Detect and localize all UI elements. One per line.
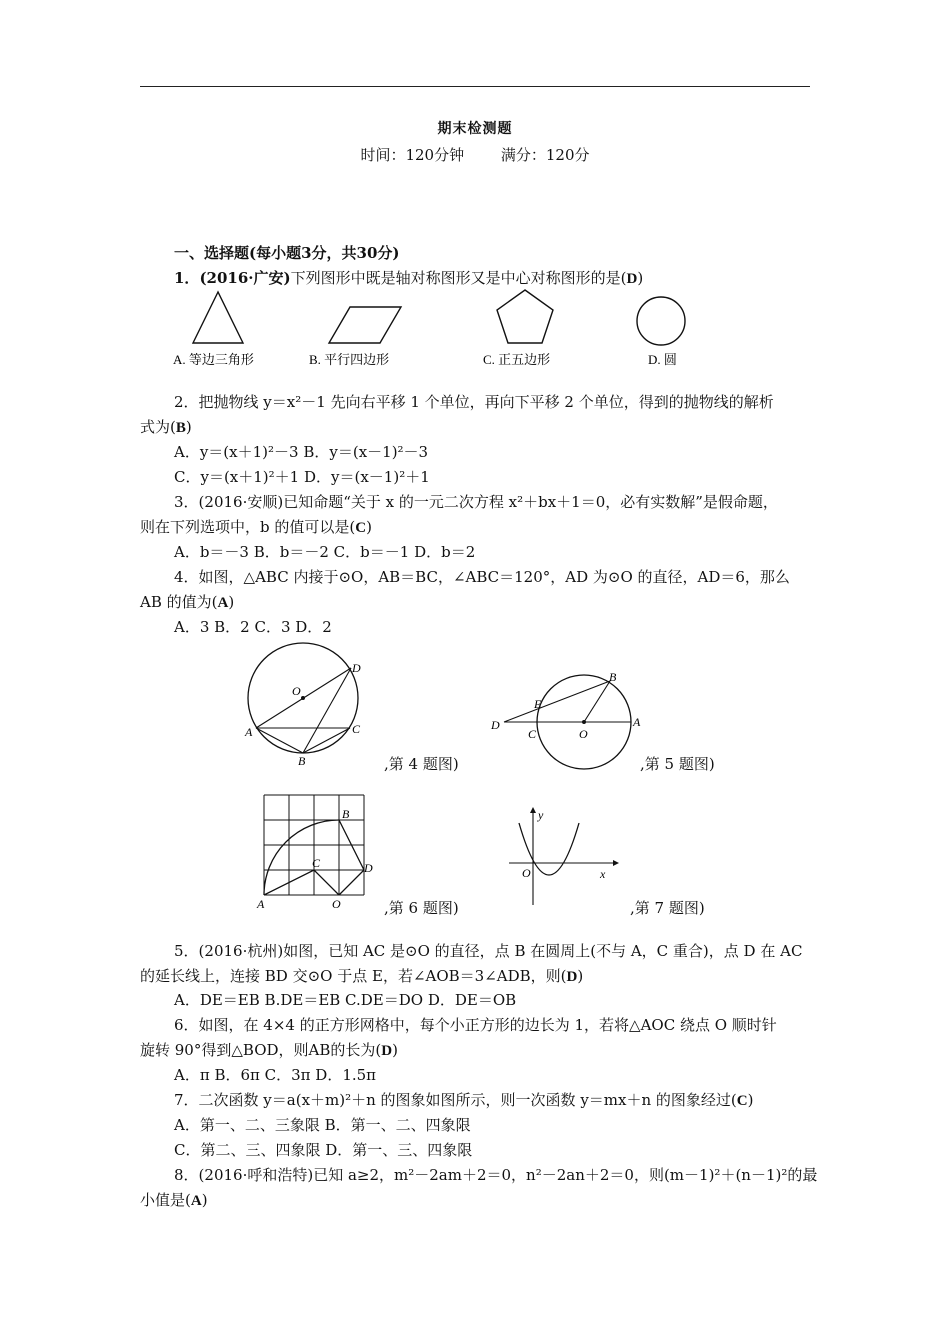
figure-6-grid-rotation [254, 790, 378, 910]
exam-time: 时间：120分钟 [360, 146, 465, 164]
question-7-options-cd: C．第二、三、四象限 D．第一、三、四象限 [174, 1141, 473, 1159]
question-5-line2: 的延长线上，连接 BD 交⊙O 于点 E，若∠AOB＝3∠ADB，则(D) [140, 967, 584, 985]
q1-shapes-figure [170, 288, 730, 376]
svg-text:O: O [332, 897, 341, 910]
svg-text:C: C [528, 727, 537, 741]
figure-7-caption: ,第 7 题图) [630, 899, 705, 917]
page-title: 期末检测题 [437, 121, 513, 137]
figure-4-circle-triangle [238, 640, 368, 768]
svg-text:x: x [600, 867, 606, 881]
figure-5-circle-secant [488, 670, 648, 774]
svg-text:A: A [257, 897, 265, 910]
question-8-line2: 小值是(A) [140, 1191, 208, 1209]
question-8-line1: 8．(2016·呼和浩特)已知 a≥2，m²－2am＋2＝0，n²－2an＋2＝0，则(m－1)²＋(n－1)²的最 [174, 1166, 818, 1184]
svg-text:O: O [522, 866, 531, 880]
question-1: 1．(2016·广安)下列图形中既是轴对称图形又是中心对称图形的是(D) [174, 269, 644, 287]
question-2-line1: 2．把抛物线 y＝x²－1 先向右平移 1 个单位，再向下平移 2 个单位，得到的抛物线的解析 [174, 393, 774, 411]
svg-text:A: A [633, 715, 641, 729]
question-3-line1: 3．(2016·安顺)已知命题“关于 x 的一元二次方程 x²＋bx＋1＝0，必有实数解”是假命题， [174, 493, 778, 511]
regular-pentagon [497, 290, 553, 343]
svg-text:B: B [342, 807, 350, 821]
question-5-line1: 5．(2016·杭州)如图，已知 AC 是⊙O 的直径，点 B 在圆周上(不与 A，C 重合)，点 D 在 AC [174, 942, 803, 960]
figure-7-parabola [505, 805, 620, 910]
choice-d-label: D. 圆 [648, 352, 677, 367]
exam-info [0, 144, 950, 165]
answer-3: C [355, 520, 367, 536]
answer-8: A [190, 1193, 202, 1209]
svg-text:y: y [538, 808, 544, 822]
svg-text:B: B [609, 670, 617, 684]
question-7-options-ab: A．第一、二、三象限 B．第一、二、四象限 [174, 1116, 471, 1134]
question-2-line2: 式为(B) [140, 418, 192, 436]
svg-text:O: O [579, 727, 588, 741]
answer-6: D [381, 1043, 393, 1059]
question-2-options-ab: A．y＝(x＋1)²－3 B．y＝(x－1)²－3 [174, 443, 429, 461]
svg-text:E: E [534, 697, 542, 711]
question-4-line2: AB 的值为(A) [140, 593, 235, 611]
answer-5: D [566, 969, 578, 985]
question-7-line1: 7．二次函数 y＝a(x＋m)²＋n 的图象如图所示，则一次函数 y＝mx＋n 的图象经过(C) [174, 1091, 754, 1109]
equilateral-triangle [193, 292, 243, 343]
svg-text:B: B [298, 754, 306, 768]
question-3-options: A．b＝－3 B．b＝－2 C．b＝－1 D．b＝2 [174, 543, 476, 561]
svg-text:D: D [364, 861, 373, 875]
choice-a-label: A. 等边三角形 [173, 352, 254, 367]
choice-b-label: B. 平行四边形 [309, 352, 390, 367]
question-2-options-cd: C．y＝(x＋1)²＋1 D．y＝(x－1)²＋1 [174, 468, 430, 486]
section-heading: 一、选择题(每小题3分，共30分) [174, 244, 400, 262]
header-rule [140, 86, 810, 87]
figure-4-caption: ,第 4 题图) [384, 755, 459, 773]
question-6-line1: 6．如图，在 4×4 的正方形网格中，每个小正方形的边长为 1，若将△AOC 绕点 O 顺时针 [174, 1016, 777, 1034]
figure-6-caption: ,第 6 题图) [384, 899, 459, 917]
question-6-options: A．π B．6π C．3π D．1.5π [174, 1066, 377, 1084]
exam-score: 满分：120分 [500, 146, 590, 164]
svg-text:D: D [491, 718, 500, 732]
svg-text:C: C [352, 722, 361, 736]
question-4-line1: 4．如图，△ABC 内接于⊙O，AB＝BC，∠ABC＝120°，AD 为⊙O 的直径，AD＝6，那么 [174, 568, 790, 586]
answer-4: A [217, 595, 229, 611]
question-5-options: A．DE＝EB B.DE＝EB C.DE＝DO D．DE＝OB [174, 991, 517, 1009]
svg-text:O: O [292, 684, 301, 698]
choice-c-label: C. 正五边形 [483, 352, 551, 367]
question-6-line2: 旋转 90°得到△BOD，则AB的长为(D) [140, 1041, 398, 1059]
answer-1: D [626, 271, 638, 287]
circle-shape [637, 297, 685, 345]
svg-text:D: D [352, 661, 361, 675]
answer-7: C [736, 1093, 748, 1109]
svg-text:C: C [312, 856, 321, 870]
parallelogram [329, 307, 401, 343]
svg-text:A: A [245, 725, 253, 739]
question-3-line2: 则在下列选项中，b 的值可以是(C) [140, 518, 372, 536]
question-4-options: A．3 B．2 C．3 D．2 [174, 618, 332, 636]
answer-2: B [175, 420, 186, 436]
figure-5-caption: ,第 5 题图) [640, 755, 715, 773]
